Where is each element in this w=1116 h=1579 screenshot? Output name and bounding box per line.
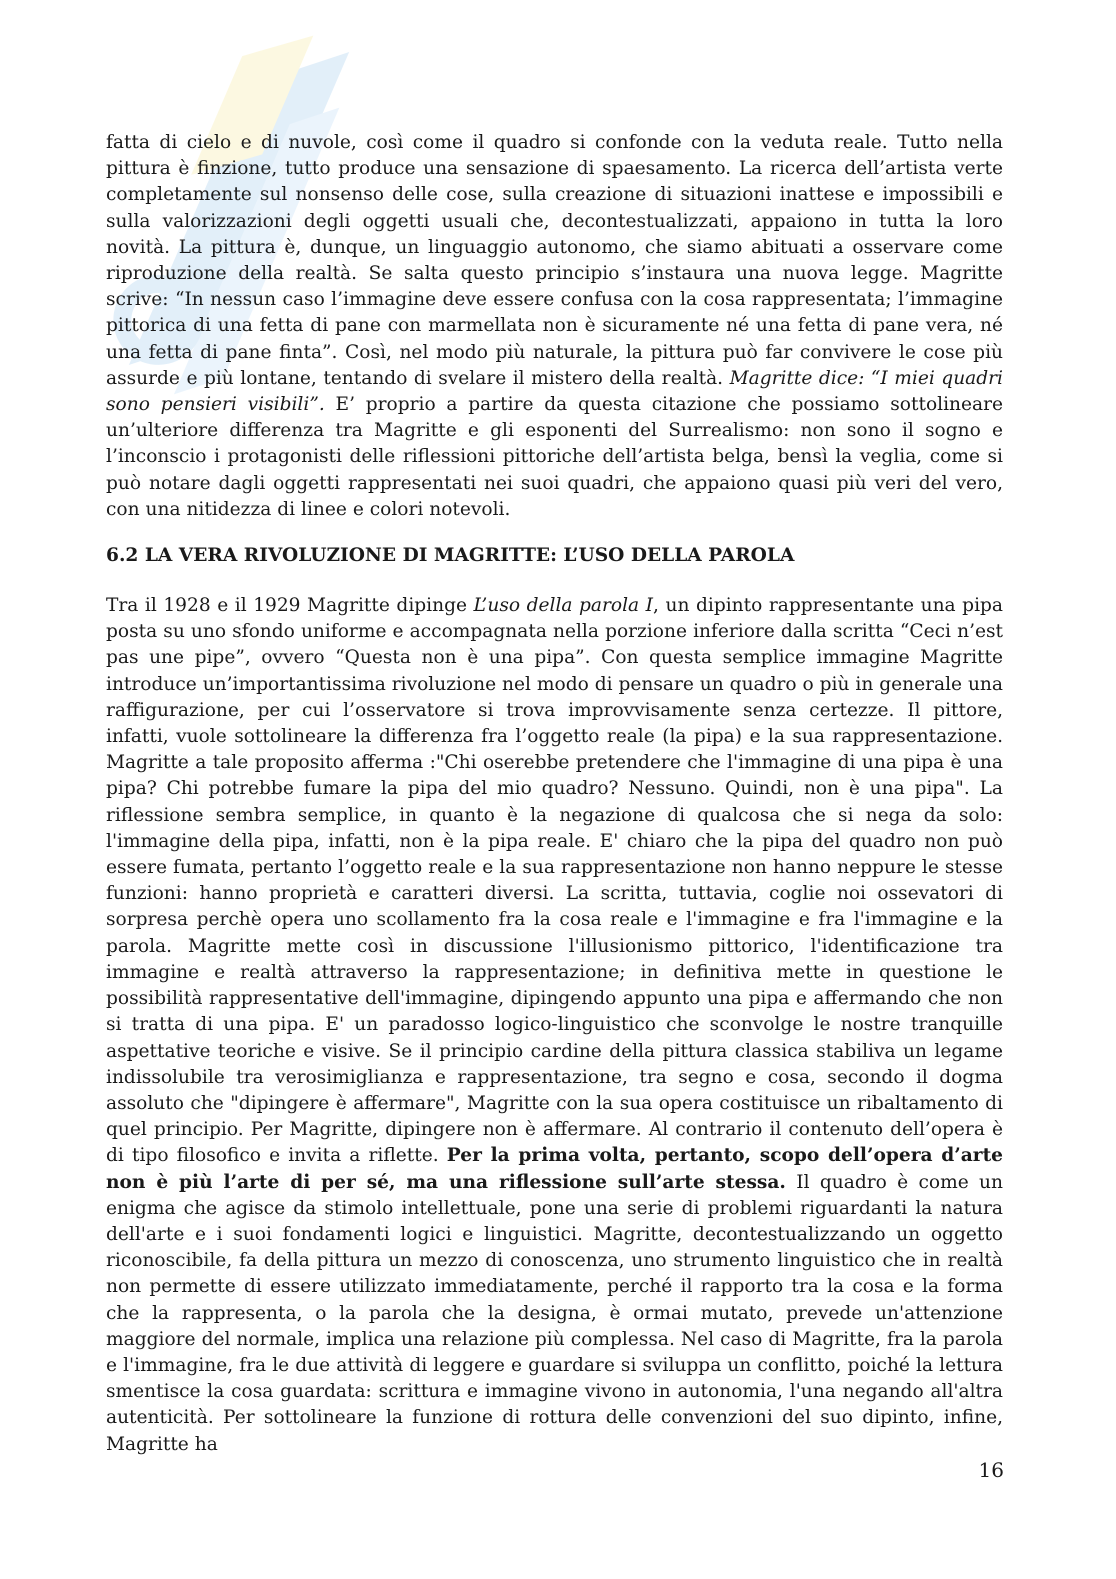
main-italic-title: L’uso della parola I xyxy=(473,595,654,617)
intro-italic-quote: Magritte dice: “I miei quadri sono pensieri visibili”. xyxy=(106,367,1003,416)
section-heading: 6.2 LA VERA RIVOLUZIONE DI MAGRITTE: L’USO DELLA PAROLA xyxy=(106,545,795,567)
document-page xyxy=(106,130,1003,1458)
intro-text-part-2: E’ proprio a partire da questa citazione che possiamo sottolineare un’ulteriore differenza tra Magritte e gli esponenti del Surrealismo: non sono il sogno e l’inconscio i protagonisti delle riflessioni pittoriche dell’artista belga, bensì la veglia, come si può notare dagli oggetti rappresentati nei suoi quadri, che appaiono quasi più veri del vero, con una nitidezza di linee e colori notevoli. xyxy=(106,394,1003,520)
intro-text-part-1: fatta di cielo e di nuvole, così come il quadro si confonde con la veduta reale. Tutto nella pittura è finzione, tutto produce una sensazione di spaesamento. La ricerca dell’artista verte completamente sul nonsenso delle cose, sulla creazione di situazioni inattese e impossibili e sulla valorizzazioni degli oggetti usuali che, decontestualizzati, appaiono in tutta la loro novità. La pittura è, dunque, un linguaggio autonomo, che siamo abituati a osservare come riproduzione della realtà. Se salta questo principio s’instaura una nuova legge. Magritte scrive: “In nessun caso l’immagine deve essere confusa con la cosa rappresentata; l’immagine pittorica di una fetta di pane con marmellata non è sicuramente né una fetta di pane vera, né una fetta di pane finta”. Così, nel modo più naturale, la pittura può far convivere le cose più assurde e più lontane, tentando di svelare il mistero della realtà. xyxy=(106,132,1003,389)
main-paragraph xyxy=(106,593,1003,1458)
main-bold-statement: Per la prima volta, pertanto, scopo dell’opera d’arte non è più l’arte di per sé, ma una riflessione sull’arte stessa. xyxy=(106,1145,1003,1193)
main-text-part-2: , un dipinto rappresentante una pipa posta su uno sfondo uniforme e accompagnata nella porzione inferiore dalla scritta “Ceci n’est pas une pipe”, ovvero “Questa non è una pipa”. Con questa semplice immagine Magritte introduce un’importantissima rivoluzione nel modo di pensare un quadro o più in generale una raffigurazione, per cui l’osservatore si trova improvvisamente senza certezze. Il pittore, infatti, vuole sottolineare la differenza fra l’oggetto reale (la pipa) e la sua rappresentazione. Magritte a tale proposito afferma :"Chi oserebbe pretendere che l'immagine di una pipa è una pipa? Chi potrebbe fumare la pipa del mio quadro? Nessuno. Quindi, non è una pipa". La riflessione sembra semplice, in quanto è la negazione di qualcosa che si nega da solo: l'immagine della pipa, infatti, non è la pipa reale. E' chiaro che la pipa del quadro non può essere fumata, pertanto l’oggetto reale e la sua rappresentazione non hanno neppure le stesse funzioni: hanno proprietà e caratteri diversi. La scritta, tuttavia, coglie noi ossevatori di sorpresa perchè opera uno scollamento fra la cosa reale e l'immagine e fra l'immagine e la parola. Magritte mette così in discussione l'illusionismo pittorico, l'identificazione tra immagine e realtà attraverso la rappresentazione; in definitiva mette in questione le possibilità rappresentative dell'immagine, dipingendo appunto una pipa e affermando che non si tratta di una pipa. E' un paradosso logico-linguistico che sconvolge le nostre tranquille aspettative teoriche e visive. Se il principio cardine della pittura classica stabiliva un legame indissolubile tra verosimiglianza e rappresentazione, tra segno e cosa, secondo il dogma assoluto che "dipingere è affermare", Magritte con la sua opera costituisce un ribaltamento di quel principio. Per Magritte, dipingere non è affermare. Al contrario il contenuto dell’opera è di tipo filosofico e invita a riflette. xyxy=(106,595,1004,1167)
main-text-part-1: Tra il 1928 e il 1929 Magritte dipinge xyxy=(106,595,474,617)
page-number: 16 xyxy=(978,1458,1004,1482)
main-text-part-3: Il quadro è come un enigma che agisce da stimolo intellettuale, pone una serie di problemi riguardanti la natura dell'arte e i suoi fondamenti logici e linguistici. Magritte, decontestualizzando un oggetto riconoscibile, fa della pittura un mezzo di conoscenza, uno strumento linguistico che in realtà non permette di essere utilizzato immediatamente, perché il rapporto tra la cosa e la forma che la rappresenta, o la parola che la designa, è ormai mutato, prevede un'attenzione maggiore del normale, implica una relazione più complessa. Nel caso di Magritte, fra la parola e l'immagine, fra le due attività di leggere e guardare si sviluppa un conflitto, poiché la lettura smentisce la cosa guardata: scrittura e immagine vivono in autonomia, l'una negando all'altra autenticità. Per sottolineare la funzione di rottura delle convenzioni del suo dipinto, infine, Magritte ha xyxy=(106,1171,1003,1455)
intro-paragraph xyxy=(106,130,1003,523)
